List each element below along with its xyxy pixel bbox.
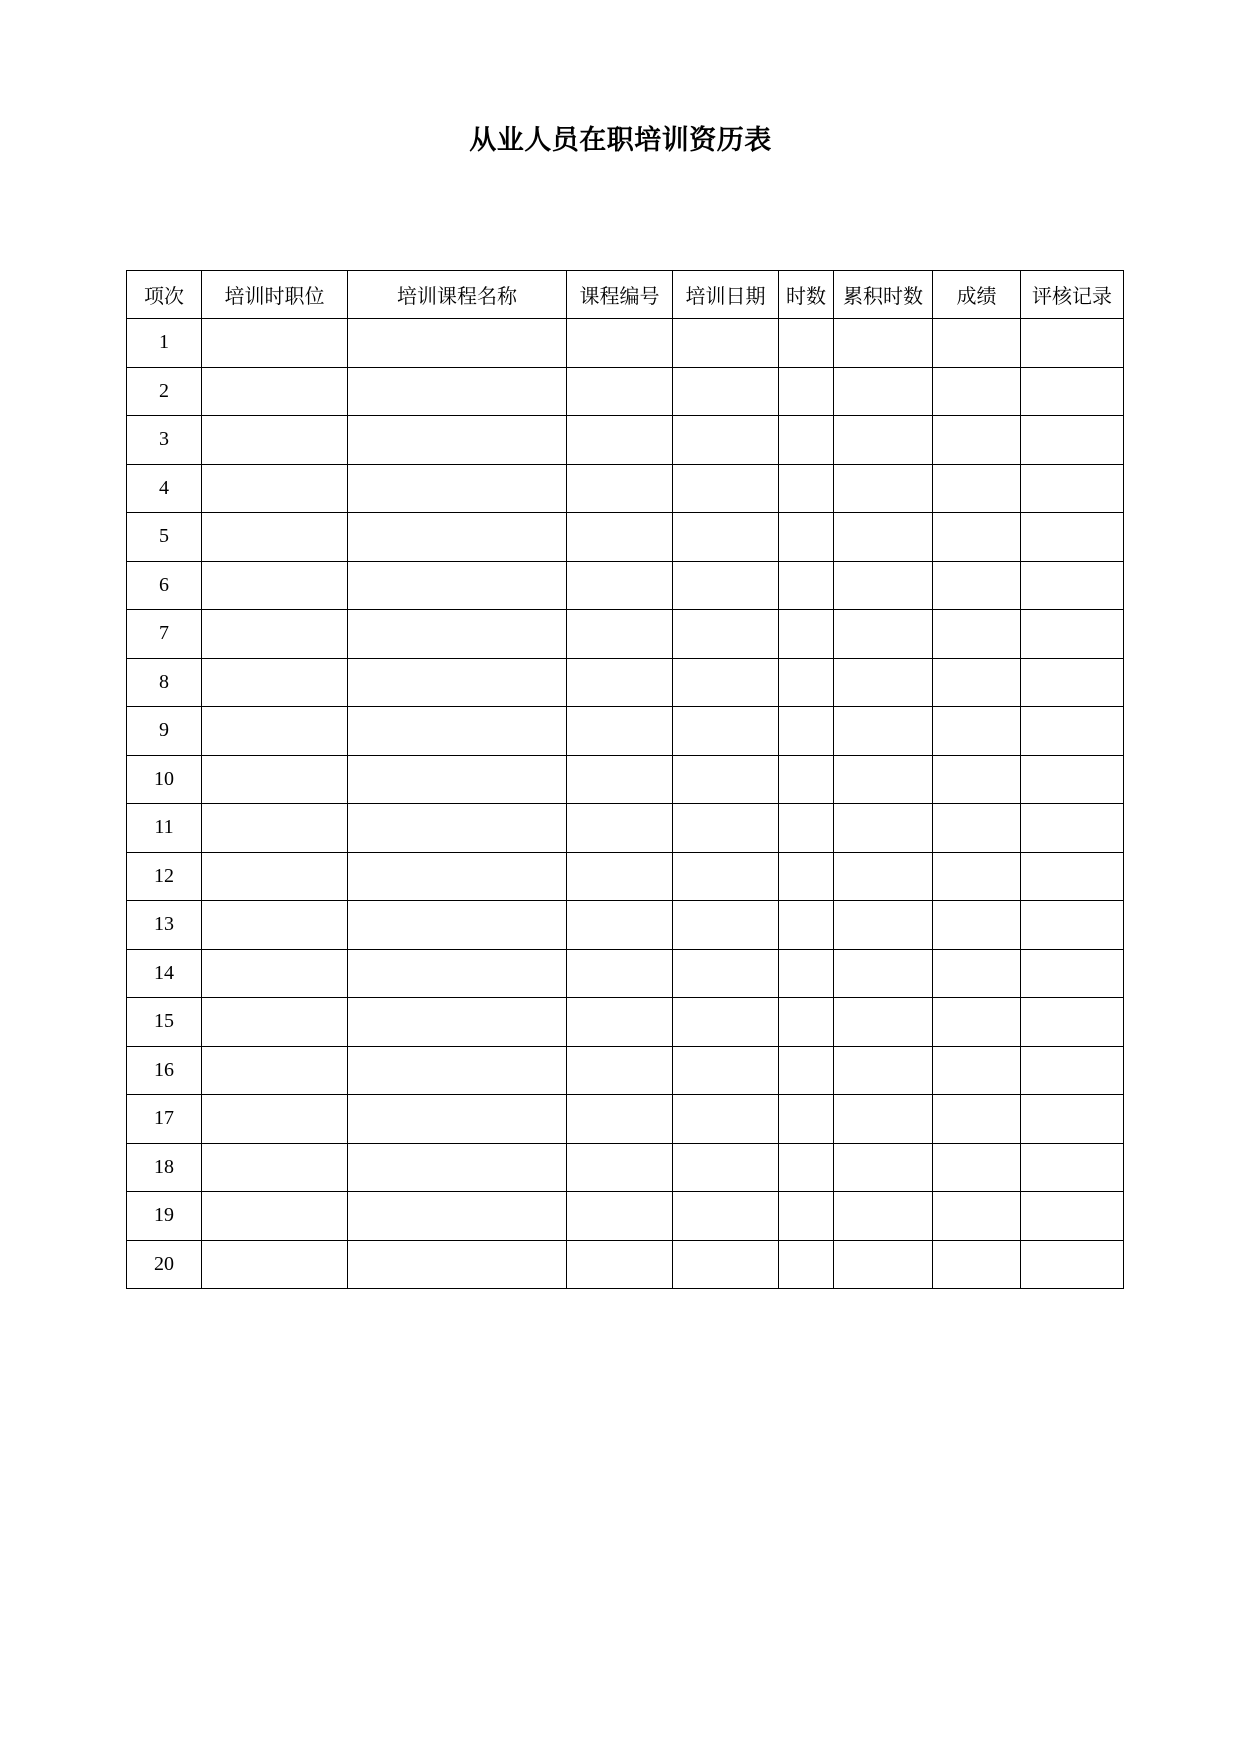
table-row (127, 707, 1124, 756)
training-date-cell[interactable] (673, 1240, 779, 1289)
score-cell[interactable] (933, 658, 1021, 707)
hours-cell[interactable] (779, 416, 834, 465)
hours-cell[interactable] (779, 1095, 834, 1144)
score-cell[interactable] (933, 1192, 1021, 1241)
training-date-cell[interactable] (673, 319, 779, 368)
item-number-cell: 15 (127, 998, 202, 1047)
position-cell[interactable] (202, 949, 348, 998)
item-number-cell: 13 (127, 901, 202, 950)
course-code-cell[interactable] (567, 1095, 673, 1144)
score-cell[interactable] (933, 610, 1021, 659)
hours-cell[interactable] (779, 319, 834, 368)
course-name-cell[interactable] (348, 416, 567, 465)
table-row (127, 658, 1124, 707)
course-name-cell[interactable] (348, 707, 567, 756)
table-row (127, 1046, 1124, 1095)
course-code-cell[interactable] (567, 658, 673, 707)
evaluation-record-cell[interactable] (1021, 1143, 1124, 1192)
header-hours: 时数 (779, 271, 834, 319)
score-cell[interactable] (933, 1095, 1021, 1144)
course-code-cell[interactable] (567, 755, 673, 804)
cumulative-hours-cell[interactable] (834, 513, 933, 562)
cumulative-hours-cell[interactable] (834, 901, 933, 950)
item-number-cell: 4 (127, 464, 202, 513)
course-code-cell[interactable] (567, 1046, 673, 1095)
course-code-cell[interactable] (567, 561, 673, 610)
evaluation-record-cell[interactable] (1021, 949, 1124, 998)
position-cell[interactable] (202, 610, 348, 659)
training-date-cell[interactable] (673, 998, 779, 1047)
evaluation-record-cell[interactable] (1021, 610, 1124, 659)
course-code-cell[interactable] (567, 901, 673, 950)
position-cell[interactable] (202, 464, 348, 513)
table-row (127, 1240, 1124, 1289)
evaluation-record-cell[interactable] (1021, 852, 1124, 901)
course-code-cell[interactable] (567, 319, 673, 368)
position-cell[interactable] (202, 1143, 348, 1192)
table-row (127, 755, 1124, 804)
score-cell[interactable] (933, 852, 1021, 901)
course-code-cell[interactable] (567, 464, 673, 513)
hours-cell[interactable] (779, 1240, 834, 1289)
training-record-table (126, 270, 1124, 1289)
course-code-cell[interactable] (567, 804, 673, 853)
course-name-cell[interactable] (348, 1046, 567, 1095)
item-number-cell: 16 (127, 1046, 202, 1095)
course-name-cell[interactable] (348, 949, 567, 998)
score-cell[interactable] (933, 707, 1021, 756)
cumulative-hours-cell[interactable] (834, 949, 933, 998)
course-code-cell[interactable] (567, 610, 673, 659)
course-name-cell[interactable] (348, 852, 567, 901)
training-date-cell[interactable] (673, 949, 779, 998)
header-evaluation-record: 评核记录 (1021, 271, 1124, 319)
training-date-cell[interactable] (673, 707, 779, 756)
evaluation-record-cell[interactable] (1021, 416, 1124, 465)
position-cell[interactable] (202, 998, 348, 1047)
item-number-cell: 10 (127, 755, 202, 804)
item-number-cell: 5 (127, 513, 202, 562)
course-name-cell[interactable] (348, 319, 567, 368)
cumulative-hours-cell[interactable] (834, 1046, 933, 1095)
score-cell[interactable] (933, 1143, 1021, 1192)
hours-cell[interactable] (779, 658, 834, 707)
score-cell[interactable] (933, 1240, 1021, 1289)
course-code-cell[interactable] (567, 416, 673, 465)
score-cell[interactable] (933, 755, 1021, 804)
table-row (127, 1143, 1124, 1192)
cumulative-hours-cell[interactable] (834, 416, 933, 465)
item-number-cell: 2 (127, 367, 202, 416)
evaluation-record-cell[interactable] (1021, 1192, 1124, 1241)
training-date-cell[interactable] (673, 561, 779, 610)
course-name-cell[interactable] (348, 998, 567, 1047)
table-row (127, 513, 1124, 562)
hours-cell[interactable] (779, 513, 834, 562)
cumulative-hours-cell[interactable] (834, 1240, 933, 1289)
table-row (127, 561, 1124, 610)
item-number-cell: 6 (127, 561, 202, 610)
course-name-cell[interactable] (348, 610, 567, 659)
item-number-cell: 14 (127, 949, 202, 998)
evaluation-record-cell[interactable] (1021, 901, 1124, 950)
course-name-cell[interactable] (348, 561, 567, 610)
cumulative-hours-cell[interactable] (834, 804, 933, 853)
table-row (127, 319, 1124, 368)
training-date-cell[interactable] (673, 464, 779, 513)
hours-cell[interactable] (779, 707, 834, 756)
course-code-cell[interactable] (567, 1192, 673, 1241)
evaluation-record-cell[interactable] (1021, 755, 1124, 804)
hours-cell[interactable] (779, 367, 834, 416)
item-number-cell: 19 (127, 1192, 202, 1241)
cumulative-hours-cell[interactable] (834, 1192, 933, 1241)
cumulative-hours-cell[interactable] (834, 561, 933, 610)
course-name-cell[interactable] (348, 513, 567, 562)
item-number-cell: 12 (127, 852, 202, 901)
item-number-cell: 1 (127, 319, 202, 368)
evaluation-record-cell[interactable] (1021, 804, 1124, 853)
training-date-cell[interactable] (673, 755, 779, 804)
course-name-cell[interactable] (348, 1240, 567, 1289)
cumulative-hours-cell[interactable] (834, 658, 933, 707)
hours-cell[interactable] (779, 464, 834, 513)
item-number-cell: 8 (127, 658, 202, 707)
position-cell[interactable] (202, 707, 348, 756)
score-cell[interactable] (933, 464, 1021, 513)
course-name-cell[interactable] (348, 755, 567, 804)
table-row (127, 1095, 1124, 1144)
cumulative-hours-cell[interactable] (834, 319, 933, 368)
course-code-cell[interactable] (567, 998, 673, 1047)
item-number-cell: 18 (127, 1143, 202, 1192)
cumulative-hours-cell[interactable] (834, 1143, 933, 1192)
table-row (127, 1192, 1124, 1241)
score-cell[interactable] (933, 998, 1021, 1047)
training-date-cell[interactable] (673, 416, 779, 465)
position-cell[interactable] (202, 416, 348, 465)
course-name-cell[interactable] (348, 367, 567, 416)
training-date-cell[interactable] (673, 901, 779, 950)
evaluation-record-cell[interactable] (1021, 513, 1124, 562)
score-cell[interactable] (933, 416, 1021, 465)
position-cell[interactable] (202, 901, 348, 950)
course-code-cell[interactable] (567, 367, 673, 416)
header-training-date: 培训日期 (673, 271, 779, 319)
cumulative-hours-cell[interactable] (834, 707, 933, 756)
header-course-name: 培训课程名称 (348, 271, 567, 319)
training-date-cell[interactable] (673, 1046, 779, 1095)
table-row (127, 998, 1124, 1047)
table-body (127, 319, 1124, 1289)
header-course-code: 课程编号 (567, 271, 673, 319)
cumulative-hours-cell[interactable] (834, 998, 933, 1047)
course-name-cell[interactable] (348, 464, 567, 513)
table-row (127, 610, 1124, 659)
score-cell[interactable] (933, 561, 1021, 610)
training-date-cell[interactable] (673, 610, 779, 659)
course-name-cell[interactable] (348, 901, 567, 950)
score-cell[interactable] (933, 1046, 1021, 1095)
hours-cell[interactable] (779, 755, 834, 804)
header-position: 培训时职位 (202, 271, 348, 319)
hours-cell[interactable] (779, 949, 834, 998)
position-cell[interactable] (202, 561, 348, 610)
position-cell[interactable] (202, 1095, 348, 1144)
table-header-row (127, 271, 1124, 319)
course-code-cell[interactable] (567, 513, 673, 562)
score-cell[interactable] (933, 367, 1021, 416)
position-cell[interactable] (202, 1046, 348, 1095)
evaluation-record-cell[interactable] (1021, 998, 1124, 1047)
score-cell[interactable] (933, 804, 1021, 853)
training-date-cell[interactable] (673, 1095, 779, 1144)
evaluation-record-cell[interactable] (1021, 1240, 1124, 1289)
course-name-cell[interactable] (348, 804, 567, 853)
header-score: 成绩 (933, 271, 1021, 319)
table-row (127, 901, 1124, 950)
course-code-cell[interactable] (567, 949, 673, 998)
table-row (127, 852, 1124, 901)
hours-cell[interactable] (779, 804, 834, 853)
score-cell[interactable] (933, 319, 1021, 368)
evaluation-record-cell[interactable] (1021, 464, 1124, 513)
item-number-cell: 17 (127, 1095, 202, 1144)
cumulative-hours-cell[interactable] (834, 1095, 933, 1144)
position-cell[interactable] (202, 1240, 348, 1289)
position-cell[interactable] (202, 319, 348, 368)
course-code-cell[interactable] (567, 852, 673, 901)
position-cell[interactable] (202, 852, 348, 901)
cumulative-hours-cell[interactable] (834, 464, 933, 513)
score-cell[interactable] (933, 901, 1021, 950)
evaluation-record-cell[interactable] (1021, 658, 1124, 707)
training-date-cell[interactable] (673, 852, 779, 901)
evaluation-record-cell[interactable] (1021, 1046, 1124, 1095)
course-code-cell[interactable] (567, 707, 673, 756)
header-item-no: 项次 (127, 271, 202, 319)
cumulative-hours-cell[interactable] (834, 610, 933, 659)
table-row (127, 416, 1124, 465)
hours-cell[interactable] (779, 561, 834, 610)
table-row (127, 367, 1124, 416)
evaluation-record-cell[interactable] (1021, 561, 1124, 610)
course-name-cell[interactable] (348, 1095, 567, 1144)
training-date-cell[interactable] (673, 1143, 779, 1192)
item-number-cell: 20 (127, 1240, 202, 1289)
position-cell[interactable] (202, 513, 348, 562)
evaluation-record-cell[interactable] (1021, 319, 1124, 368)
item-number-cell: 7 (127, 610, 202, 659)
score-cell[interactable] (933, 513, 1021, 562)
score-cell[interactable] (933, 949, 1021, 998)
table-row (127, 804, 1124, 853)
position-cell[interactable] (202, 367, 348, 416)
position-cell[interactable] (202, 755, 348, 804)
hours-cell[interactable] (779, 901, 834, 950)
course-name-cell[interactable] (348, 658, 567, 707)
cumulative-hours-cell[interactable] (834, 852, 933, 901)
position-cell[interactable] (202, 804, 348, 853)
course-code-cell[interactable] (567, 1143, 673, 1192)
page-title: 从业人员在职培训资历表 (469, 125, 772, 156)
training-date-cell[interactable] (673, 804, 779, 853)
course-code-cell[interactable] (567, 1240, 673, 1289)
evaluation-record-cell[interactable] (1021, 1095, 1124, 1144)
cumulative-hours-cell[interactable] (834, 755, 933, 804)
cumulative-hours-cell[interactable] (834, 367, 933, 416)
table-row (127, 949, 1124, 998)
hours-cell[interactable] (779, 1192, 834, 1241)
hours-cell[interactable] (779, 998, 834, 1047)
evaluation-record-cell[interactable] (1021, 707, 1124, 756)
training-date-cell[interactable] (673, 658, 779, 707)
hours-cell[interactable] (779, 852, 834, 901)
course-name-cell[interactable] (348, 1143, 567, 1192)
hours-cell[interactable] (779, 610, 834, 659)
training-date-cell[interactable] (673, 367, 779, 416)
hours-cell[interactable] (779, 1046, 834, 1095)
table-row (127, 464, 1124, 513)
evaluation-record-cell[interactable] (1021, 367, 1124, 416)
item-number-cell: 9 (127, 707, 202, 756)
item-number-cell: 3 (127, 416, 202, 465)
position-cell[interactable] (202, 658, 348, 707)
training-date-cell[interactable] (673, 1192, 779, 1241)
header-cumulative-hours: 累积时数 (834, 271, 933, 319)
item-number-cell: 11 (127, 804, 202, 853)
position-cell[interactable] (202, 1192, 348, 1241)
course-name-cell[interactable] (348, 1192, 567, 1241)
training-date-cell[interactable] (673, 513, 779, 562)
hours-cell[interactable] (779, 1143, 834, 1192)
